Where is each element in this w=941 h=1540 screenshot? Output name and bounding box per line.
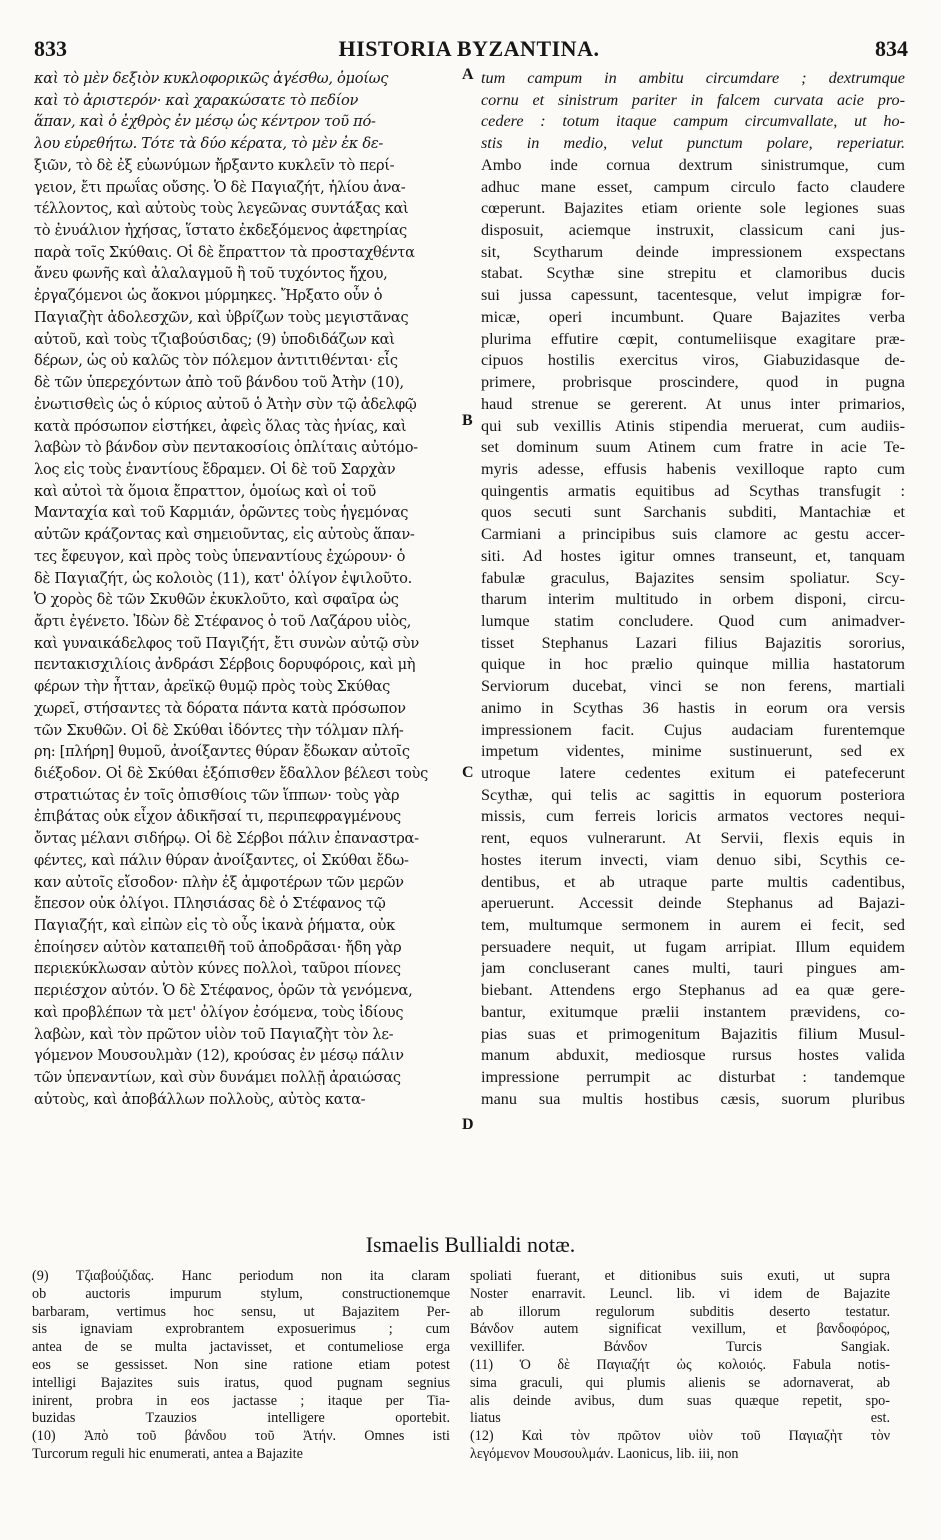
greek-text-line: χωρεῖ, στήσαντες τὰ δόρατα πάντα κατὰ πρόσωπον [34,699,406,717]
latin-text-line: quique in hoc prælio quinque millia hastatorum [481,655,905,674]
note-line: inirent, probra in eos jactasse ; itaque per Tia- [32,1392,450,1409]
latin-text-line: bantur, exitumque prælii instantem prævidens, co- [481,1002,905,1021]
latin-text-line: cedere : totum itaque campum circumvallate, ut ho- [481,112,905,131]
greek-text-line: τῶν ὑπεναντίων, καὶ σὺν δυνάμει πολλῇ ἀραιώσας [34,1069,401,1087]
greek-text-line: στρατιώτας ἐν τοῖς ὀπισθίοις τῶν ἵππων· τοὺς γὰρ [34,786,400,804]
greek-text-line: λαβὼν, καὶ τὸν πρῶτον υἱὸν τοῦ Παγιαζὴτ τὸν λε- [34,1025,394,1043]
greek-text-line: ἅπαν, καὶ ὁ ἐχθρὸς ἐν μέσῳ ὡς κέντρον τοῦ πό- [34,113,376,131]
greek-text-line: αὐτοῦ, καὶ τοὺς τζιαβούσιδας; (9) ὑποδιδάζων καὶ [34,330,395,348]
greek-text-line: ἄνευ φωνῆς καὶ ἀλαλαγμοῦ ἢ τοῦ τυχόντος ἤχου, [34,265,388,283]
note-line: (9) Τζιαβούζιδας. Hanc periodum non ita claram [32,1268,450,1284]
notes-right-column [470,1268,890,1464]
greek-text-line: δὲ Παγιαζήτ, ὡς κολοιὸς (11), κατ' ὀλίγον ἐψιλοῦτο. [34,569,412,587]
latin-text-column [481,68,905,1111]
latin-text-line: tharum interim multitudo in orbem disponi, circu- [481,590,905,609]
greek-text-line: καὶ προβλέπων τὰ μετ' ὀλίγον ἐσόμενα, τοὺς ἰδίους [34,1003,404,1021]
margin-marker-c: C [462,764,474,781]
latin-text-line: hostes iterum invecti, viam denuo sibi, Scythis ce- [481,850,905,869]
latin-text-line: tem, multumque sermonem in aurem ei fecit, sed [481,916,905,935]
greek-text-line: δέρων, ὡς οὐ καλῶς τὸν πόλεμον ἀντιτιθένται· εἷς [34,352,398,370]
latin-text-line: lumque statim concludere. Quod cum animadver- [481,611,905,630]
latin-text-line: rent, equos vulnerarunt. At Servii, flexis equis in [481,829,905,848]
greek-text-line: πεντακισχιλίοις ἀνδράσι Σέρβοις δορυφόροις, καὶ μὴ [34,656,416,674]
latin-text-line: tisset Stephanus Lazari filius Bajazitis sororius, [481,633,905,652]
latin-text-line: quingentis armatis equitibus ad Scythas transfugit : [481,481,905,500]
latin-text-line: cœperunt. Bajazites etiam oriente sole legiones suas [481,199,905,218]
greek-text-line: λαβὼν τὸ βάνδον σὺν πεντακοσίοις ὁπλίταις αὐτόμο- [34,439,418,457]
note-line: Βάνδον autem significat vexillum, et βανδοφόρος, [470,1321,890,1338]
greek-text-line: ἔπεσον οὐκ ὀλίγοι. Πλησιάσας δὲ ὁ Στέφανος τῷ [34,895,386,913]
greek-text-line: Ὁ χορὸς δὲ τῶν Σκυθῶν ἐκυκλοῦτο, καὶ σφαῖρα ὡς [34,591,399,609]
greek-text-line: παρὰ τοῖς Σκύθαις. Οἱ δὲ ἔπραττον τὰ προσταχθέντα [34,243,415,261]
greek-text-line: γόμενον Μουσουλμὰν (12), κρούσας ἐν μέσῳ πάλιν [34,1047,404,1065]
greek-text-line: λου εὑρεθήτω. Τότε τὰ δύο κέρατα, τὸ μὲν ἐκ δε- [34,135,384,153]
latin-text-line: pias suas et primogenitum Bajazitis filium Musul- [481,1024,905,1043]
notes-left-column [32,1268,450,1464]
note-line: λεγόμενον Μουσουλμάν. Laonicus, lib. iii, non [470,1445,739,1462]
greek-text-line: καὶ τὸ μὲν δεξιὸν κυκλοφορικῶς ἀγέσθω, ὁμοίως [34,70,389,87]
greek-text-line: περιέσχον αὐτόν. Ὁ δὲ Στέφανος, ὁρῶν τὰ γενόμενα, [34,982,413,1000]
page-number-left: 833 [34,36,67,61]
note-line: (11) Ὁ δὲ Παγιαζήτ ὡς κολοιός. Fabula notis- [470,1356,890,1373]
latin-text-line: siti. Ad hostes igitur omnes transeunt, et, tanquam [481,546,905,565]
greek-text-line: καν αὐτοῖς εἴσοδον· πλὴν ἐξ ἀμφοτέρων τῶν μερῶν [34,873,404,891]
greek-text-line: ἐνωτισθεὶς ὡς ὁ κύριος αὐτοῦ ὁ Ἀτὴν σὺν τῷ ἀδελφῷ [34,395,417,413]
note-line: Turcorum reguli hic enumerati, antea a Bajazite [32,1445,303,1462]
latin-text-line: aperuerunt. Accessit deinde Stephanus ad Bajazi- [481,894,905,913]
greek-text-line: δὲ τῶν ὑπερεχόντων ἀπὸ τοῦ βάνδου τοῦ Ἀτὴν (10), [34,374,404,392]
note-line: intelligi Bajazites suis iratus, quod pugnam segnius [32,1374,450,1391]
latin-text-line: missis, cum ferreis loricis armatos vectores nequi- [481,807,905,826]
greek-text-line: ὄντας μέλανι σιδήρῳ. Οἱ δὲ Σέρβοι πάλιν ἐπαναστρα- [34,830,419,848]
latin-text-line: stabat. Scythæ sine strepitu et clamoribus ducis [481,264,905,283]
greek-text-line: αὐτῶν κράζοντας καὶ σημειοῦντας, εἰς αὐτοὺς ἅπαν- [34,526,415,544]
note-line: ab illorum regulorum subditis deserto testatur. [470,1303,890,1320]
latin-text-line: Scythæ, qui telis ac sagittis in equorum posteriora [481,785,905,804]
greek-text-line: ἄρτι ἐγένετο. Ἰδὼν δὲ Στέφανος ὁ τοῦ Λαζάρου υἱὸς, [34,612,412,630]
note-line: sima graculi, qui plumis alienis se adornaverat, ab [470,1374,890,1391]
latin-text-line: tum campum in ambitu circumdare ; dextrumque [481,69,905,87]
latin-text-line: myris adesse, effusis habenis vexilloque rapto cum [481,459,905,478]
running-title: HISTORIA BYZANTINA. [338,36,600,61]
greek-text-line: ἐποίησεν αὐτὸν καταπειθῆ τοῦ ἀποδρᾶσαι· ἤδη γὰρ [34,938,402,956]
greek-text-line: Παγιαζὴτ ἀδολεσχῶν, καὶ ὑβρίζων τοὺς μεγιστᾶνας [34,308,409,326]
greek-text-line: τὸ ἐνυάλιον ἠχήσας, ἵστατο ἐκδεξόμενος ἀφετηρίας [34,222,407,240]
latin-text-line: jam concluserant canes multi, tauri pingues am- [481,959,905,978]
latin-text-line: utroque latere cedentes exitum ei patefecerunt [481,764,905,782]
note-line: spoliati fuerant, et ditionibus suis exuti, ut supra [470,1268,890,1284]
note-line: (10) Ἀπὸ τοῦ βάνδου τοῦ Ἀτήν. Omnes isti [32,1428,450,1445]
latin-text-line: stis in medio, velut punctum polare, reperiatur. [481,134,905,153]
latin-text-line: Carmiani a principibus suis clamore ac gestu accer- [481,525,905,544]
note-line: barbaram, vertimus hoc sensu, ut Bajazitem Per- [32,1303,450,1320]
greek-text-line: φέντες, καὶ πάλιν θύραν ἀνοίξαντες, οἱ Σκύθαι ἔδω- [34,851,409,869]
margin-marker-b: B [462,412,473,429]
latin-text-line: sui jussa capessunt, tacentesque, velut impigræ for- [481,286,905,305]
note-line: vexillifer. Βάνδον Turcis Sangiak. [470,1339,890,1356]
note-line: liatus est. [470,1410,890,1427]
greek-text-line: καὶ αὐτοὶ τὰ ὅμοια ἔπραττον, ὁμοίως καὶ οἱ τοῦ [34,482,376,500]
greek-text-line: ρη: [πλήρη] θυμοῦ, ἀνοίξαντες θύραν ἔδωκαν αὐτοῖς [34,743,410,761]
latin-text-line: impressione perrumpit ac disturbat : tandemque [481,1068,905,1087]
greek-text-line: ἐπιβάτας οὐκ εἶχον ἀδικῆσαί τι, περιπεφραγμένους [34,808,401,826]
notes-heading: Ismaelis Bullialdi notæ. [365,1232,576,1257]
greek-text-line: ἐργαζόμενοι ὡς ἄοκνοι μύρμηκες. Ἤρξατο οὖν ὁ [34,287,383,305]
note-line: ob auctoris impurum stylum, constructionemque [32,1285,450,1302]
latin-text-line: biebant. Attendens ergo Stephanus ad ea quæ gere- [481,981,905,1000]
greek-text-line: καὶ γυναικάδελφος τοῦ Παγιζήτ, ἔτι συνὼν αὐτῷ σὺν [34,634,419,652]
latin-text-line: plurima effutire cœpit, contumeliisque exagitare præ- [481,329,905,348]
latin-text-line: animo in Scythas 36 hastis in eorum ora versis [481,698,905,717]
latin-text-line: set dominum suum Atinem cum fratre in acie Te- [481,438,905,457]
latin-text-line: cornu et sinistrum pariter in falcem curvata acie pro- [481,90,905,109]
latin-text-line: Serviorum ducebat, vinci se non ferens, martiali [481,677,905,696]
greek-text-line: περιεκύκλωσαν αὐτὸν κύνες πολλοὶ, ταῦροι πίονες [34,960,401,978]
greek-text-line: αὐτοὺς, καὶ ἀποβάλλων πολλοὺς, αὐτὸς κατα- [34,1090,366,1108]
latin-text-line: quos secuti sunt Sarchanis subditi, Mantachiæ et [481,503,905,522]
latin-text-line: cipuos hostilis exercitus viros, Giabuzidasque de- [481,351,905,370]
latin-text-line: haud strenue se gererent. At unus inter primarios, [481,394,905,413]
page-number-right: 834 [875,36,908,61]
latin-text-line: Ambo inde cornua dextrum sinistrumque, cum [481,155,905,174]
latin-text-line: impetum videntes, minime sustinuerunt, sed ex [481,742,905,761]
note-line: (12) Καὶ τὸν πρῶτον υἱὸν τοῦ Παγιαζὴτ τὸν [470,1428,890,1445]
greek-text-line: ξιῶν, τὸ δὲ ἐξ εὐωνύμων ἤρξαντο κυκλεῖν τὸ περί- [34,156,395,174]
margin-marker-a: A [462,66,474,83]
note-line: buzidas Tzauzios intelligere oportebit. [32,1410,450,1427]
greek-text-line: τῶν Σκυθῶν. Οἱ δὲ Σκύθαι ἰδόντες τὴν τόλμαν πλή- [34,721,404,739]
note-line: Noster enarravit. Leuncl. lib. vi idem de Bajazite [470,1285,890,1302]
greek-text-line: Παγιαζήτ, καὶ εἰπὼν εἰς τὸ οὖς ἱκανὰ ῥήματα, οὐκ [34,917,395,935]
latin-text-line: persuadere nequit, ut fugam arripiat. Illum equidem [481,937,905,956]
note-line: sis ignaviam exprobrantem exposuerimus ; cum [32,1321,450,1338]
greek-text-column [34,68,455,1111]
latin-text-line: dentibus, et ab utraque parte multis cadentibus, [481,872,905,891]
note-line: antea de se multa jactavisset, et contumeliose erga [32,1339,450,1356]
latin-text-line: micæ, operi incumbunt. Quare Bajazites verba [481,307,905,326]
latin-text-line: qui sub vexillis Atinis stipendia meruerat, cum audiis- [481,416,905,435]
latin-text-line: adhuc mane esset, campum circulo facto claudere [481,177,905,196]
note-line: eos se gessisset. Non sine ratione etiam potest [32,1356,450,1373]
greek-text-line: κατὰ πρόσωπον εἱστήκει, ἀφεὶς ὅλας τὰς ἡνίας, καὶ [34,417,407,435]
latin-text-line: manu sua multis hostibus cæsis, suorum pluribus [481,1089,905,1108]
greek-text-line: γειον, ἔτι πρωΐας οὔσης. Ὁ δὲ Παγιαζήτ, ἡλίου ἀνα- [34,178,406,196]
greek-text-line: διέξοδον. Οἱ δὲ Σκύθαι ἐξόπισθεν ἔδαλλον βέλεσι τοὺς [34,765,429,782]
margin-marker-d: D [462,1116,474,1133]
greek-text-line: φέρων τὴν ἧτταν, ἀρεϊκῷ θυμῷ πρὸς τοὺς Σκύθας [34,678,390,696]
latin-text-line: fabulæ graculus, Bajazites sensim spoliatur. Scy- [481,568,905,587]
greek-text-line: καὶ τὸ ἀριστερόν· καὶ χαρακώσατε τὸ πεδίον [34,91,359,109]
greek-text-line: τες ἔφευγον, καὶ πρὸς τοὺς ὑπεναντίους ἐχώρουν· ὁ [34,547,406,565]
latin-text-line: manum abduxit, mediosque rursus hostes valida [481,1046,905,1065]
latin-text-line: impressionem facit. Cujus audaciam furentemque [481,720,905,739]
latin-text-line: disposuit, aciemque instruxit, classicum cani jus- [481,221,905,240]
greek-text-line: Μανταχία καὶ τοῦ Καρμιάν, ὁρῶντες τοὺς ἡγεμόνας [34,504,409,522]
note-line: alis deinde avibus, dum suas quæque repetit, spo- [470,1392,890,1409]
latin-text-line: primere, probrisque proscindere, quod in pugna [481,373,905,392]
greek-text-line: τέλλοντος, καὶ αὐτοὺς τοὺς λεγεῶνας συντάξας καὶ [34,200,409,218]
page-header [30,36,908,64]
greek-text-line: λος εἰς τοὺς ἐναντίους ἔδραμεν. Οἱ δὲ τοῦ Σαρχὰν [34,460,396,478]
latin-text-line: sit, Scytharum deinde impressionem exspectans [481,242,905,261]
